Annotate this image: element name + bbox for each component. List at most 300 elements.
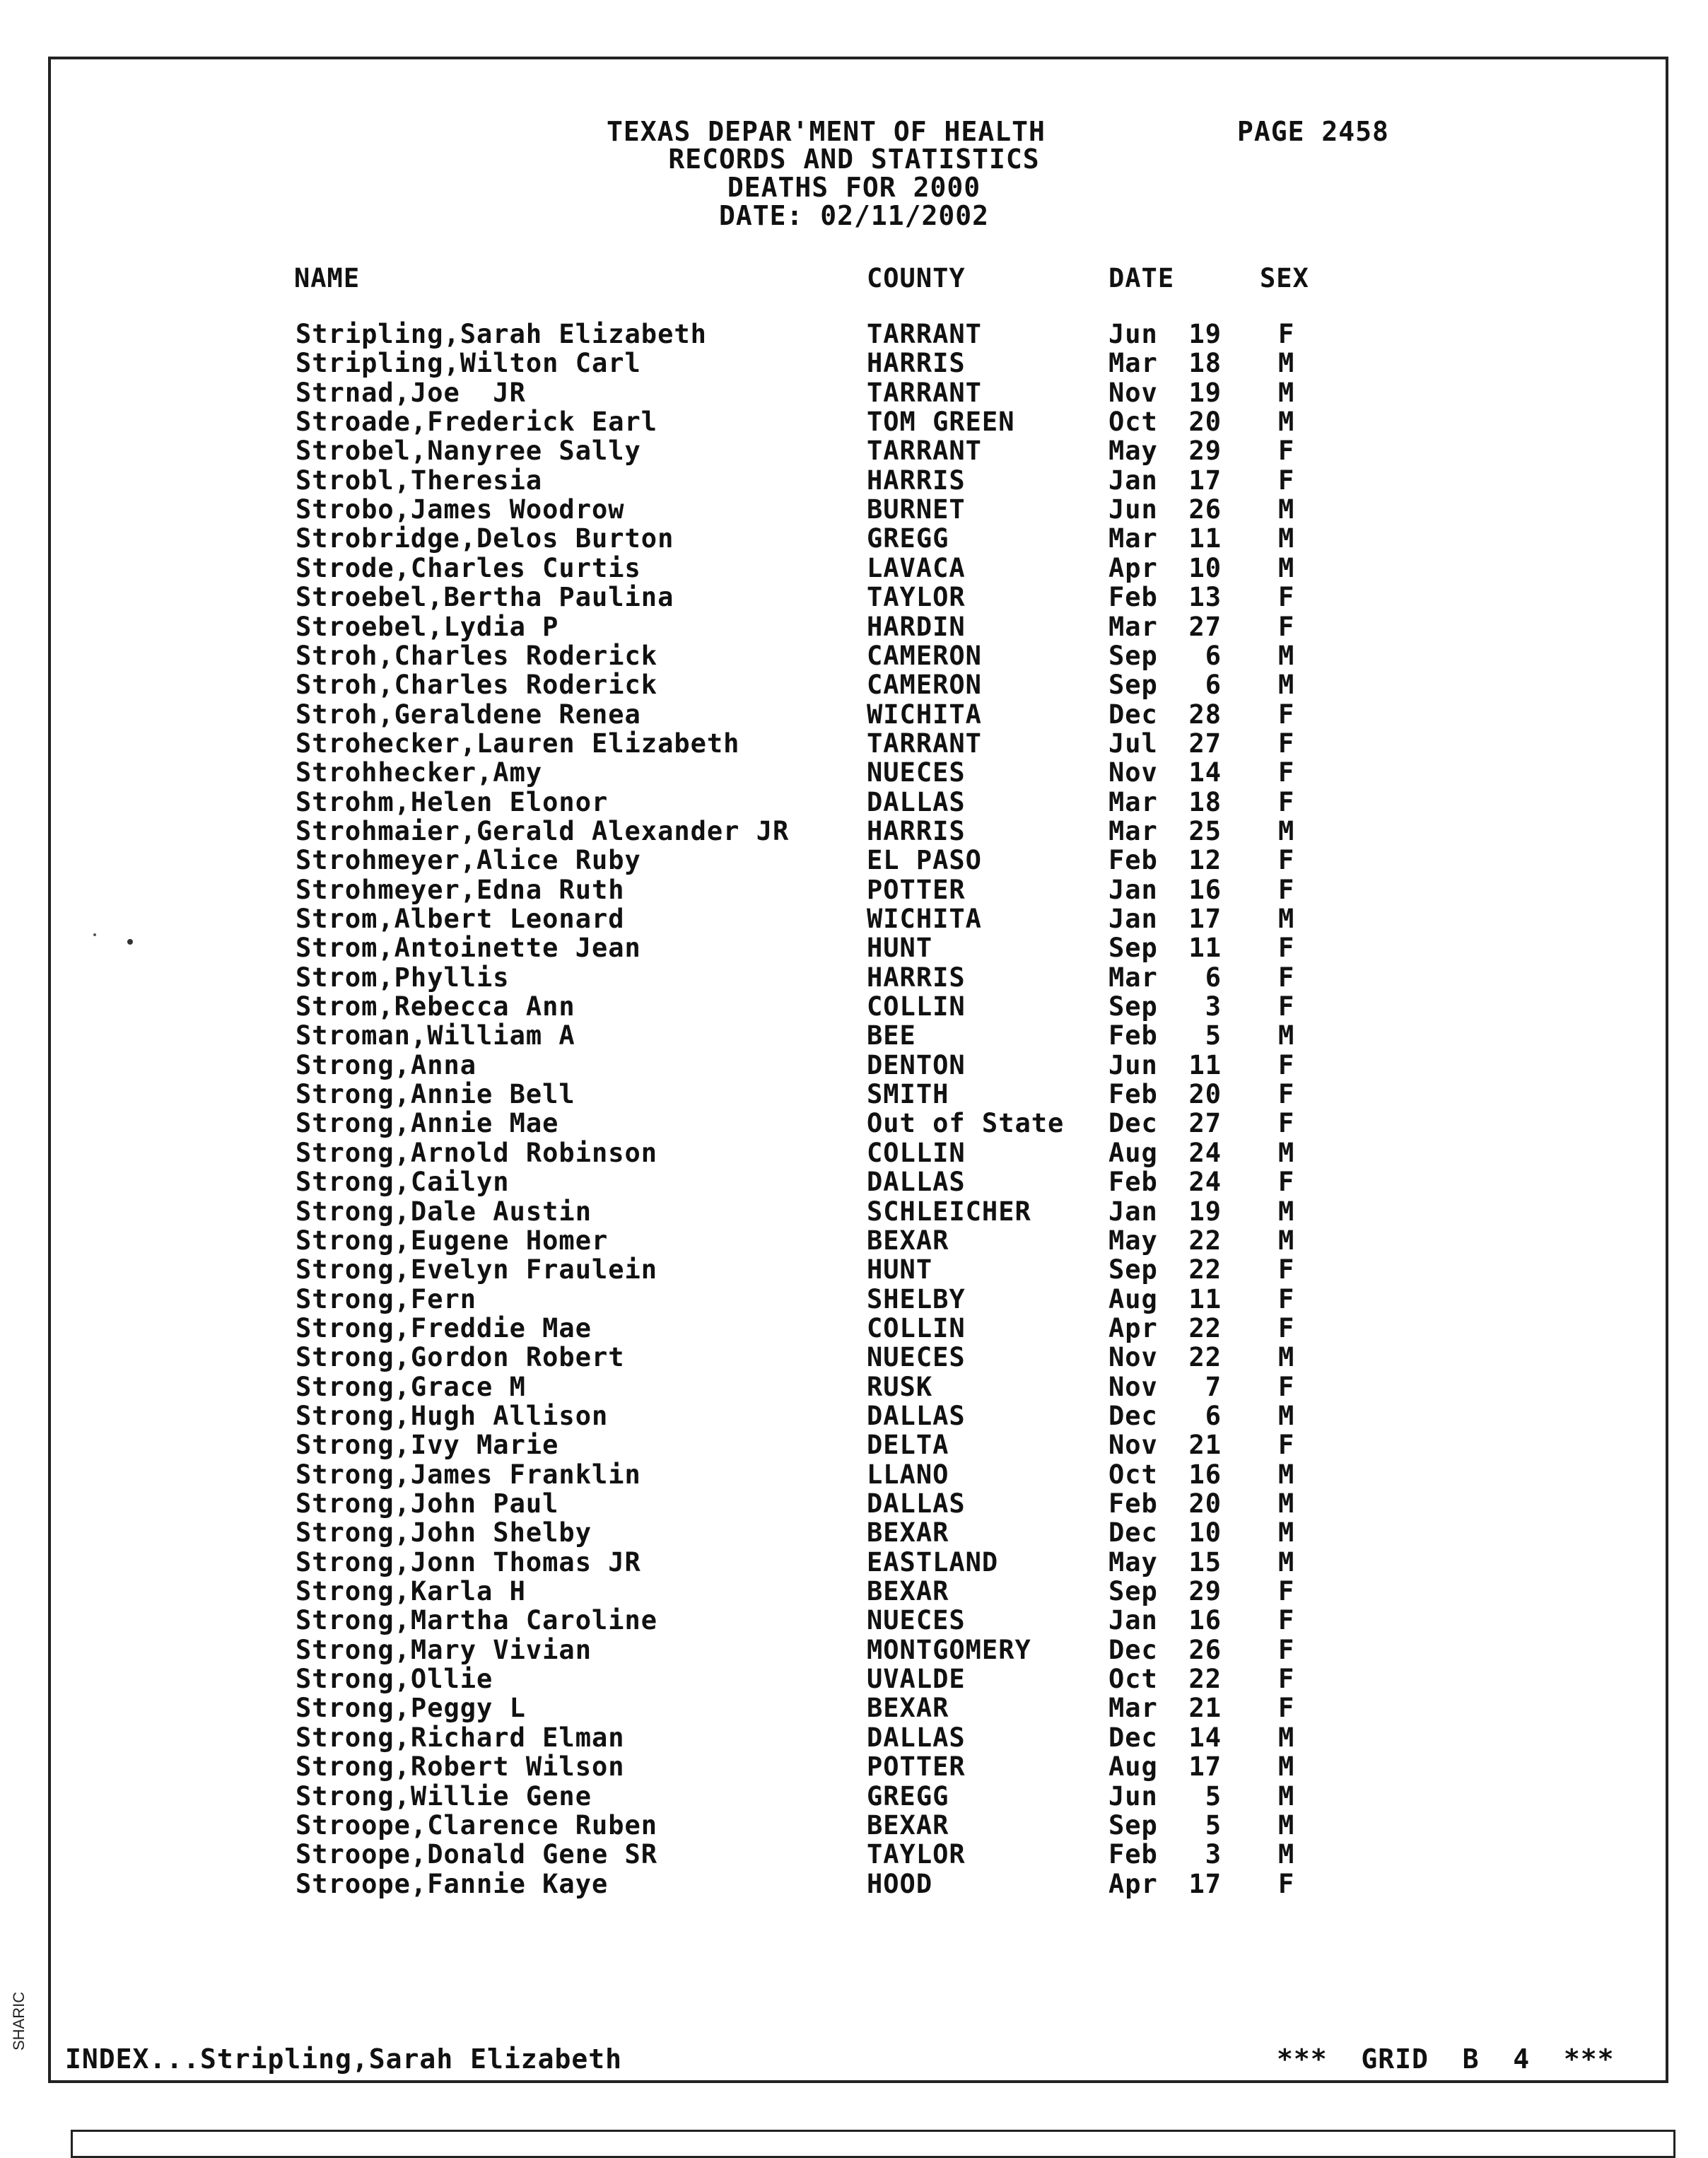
record-name: Stroman,William A <box>296 1020 575 1051</box>
record-county: TARRANT <box>867 319 982 349</box>
record-sex: F <box>1278 465 1295 496</box>
table-row <box>0 495 1708 524</box>
report-subtitle: RECORDS AND STATISTICS <box>668 144 1040 175</box>
record-county: HARDIN <box>867 611 966 642</box>
record-name: Stripling,Wilton Carl <box>296 348 641 379</box>
record-name: Strong,Ivy Marie <box>296 1430 559 1461</box>
record-sex: F <box>1278 1371 1295 1402</box>
record-sex: F <box>1278 1605 1295 1636</box>
table-row <box>0 1577 1708 1606</box>
record-date-day: 14 <box>1188 757 1222 788</box>
record-date-month: Apr <box>1109 1868 1158 1899</box>
record-sex: M <box>1278 1546 1295 1577</box>
record-date-month: Feb <box>1109 1020 1158 1051</box>
record-name: Strong,Evelyn Fraulein <box>296 1254 658 1285</box>
record-date-month: Feb <box>1109 1079 1158 1110</box>
record-county: DALLAS <box>867 1488 966 1519</box>
record-date-month: Nov <box>1109 377 1158 408</box>
record-name: Strong,Peggy L <box>296 1693 526 1724</box>
record-sex: F <box>1278 1576 1295 1607</box>
record-name: Stroh,Geraldene Renea <box>296 699 641 730</box>
record-county: TOM GREEN <box>867 407 1015 438</box>
record-county: WICHITA <box>867 699 982 730</box>
record-county: DELTA <box>867 1430 949 1461</box>
record-name: Stroope,Donald Gene SR <box>296 1839 658 1870</box>
record-sex: M <box>1278 1459 1295 1490</box>
record-date-month: Nov <box>1109 1342 1158 1373</box>
record-name: Stroope,Clarence Ruben <box>296 1809 658 1841</box>
record-sex: M <box>1278 377 1295 408</box>
record-date-day: 21 <box>1188 1693 1222 1724</box>
table-row <box>0 992 1708 1021</box>
record-county: GREGG <box>867 523 949 554</box>
record-sex: F <box>1278 933 1295 964</box>
record-county: HARRIS <box>867 465 966 496</box>
table-row <box>0 1460 1708 1489</box>
record-date-month: Mar <box>1109 786 1158 817</box>
record-date-month: Sep <box>1109 1254 1158 1285</box>
record-date-month: Feb <box>1109 1488 1158 1519</box>
record-date-day: 13 <box>1188 582 1222 613</box>
record-date-month: Apr <box>1109 1312 1158 1343</box>
record-sex: F <box>1278 582 1295 613</box>
table-row <box>0 1401 1708 1430</box>
table-row <box>0 1255 1708 1284</box>
record-sex: F <box>1278 1693 1295 1724</box>
record-sex: M <box>1278 1137 1295 1168</box>
record-name: Stroebel,Lydia P <box>296 611 559 642</box>
record-county: HARRIS <box>867 962 966 993</box>
record-name: Stroope,Fannie Kaye <box>296 1868 609 1899</box>
record-date-month: Jun <box>1109 1780 1158 1812</box>
record-county: TARRANT <box>867 436 982 467</box>
page-number: PAGE 2458 <box>1237 116 1389 147</box>
record-date-day: 24 <box>1188 1167 1222 1198</box>
record-name: Strong,Grace M <box>296 1371 526 1402</box>
record-name: Strohecker,Lauren Elizabeth <box>296 728 740 759</box>
record-county: COLLIN <box>867 1137 966 1168</box>
table-row <box>0 436 1708 465</box>
record-county: HOOD <box>867 1868 933 1899</box>
table-row <box>0 1021 1708 1050</box>
table-row <box>0 1167 1708 1196</box>
record-date-day: 6 <box>1205 670 1222 701</box>
record-county: HUNT <box>867 1254 933 1285</box>
record-date-month: Mar <box>1109 1693 1158 1724</box>
record-date-day: 6 <box>1205 640 1222 671</box>
column-header-name: NAME <box>294 263 361 293</box>
record-county: NUECES <box>867 757 966 788</box>
record-sex: F <box>1278 728 1295 759</box>
record-date-month: Mar <box>1109 523 1158 554</box>
record-county: EL PASO <box>867 845 982 876</box>
record-sex: F <box>1278 962 1295 993</box>
record-date-month: Nov <box>1109 1430 1158 1461</box>
record-date-day: 3 <box>1205 991 1222 1022</box>
record-name: Strong,John Shelby <box>296 1517 592 1548</box>
record-date-day: 10 <box>1188 552 1222 583</box>
table-row <box>0 583 1708 612</box>
record-date-day: 6 <box>1205 962 1222 993</box>
record-date-month: Dec <box>1109 1722 1158 1753</box>
record-date-day: 20 <box>1188 1079 1222 1110</box>
record-date-month: May <box>1109 436 1158 467</box>
record-date-day: 27 <box>1188 1108 1222 1139</box>
record-date-day: 16 <box>1188 1605 1222 1636</box>
record-date-day: 7 <box>1205 1371 1222 1402</box>
record-sex: M <box>1278 670 1295 701</box>
record-county: Out of State <box>867 1108 1065 1139</box>
table-row <box>0 1606 1708 1635</box>
table-row <box>0 758 1708 787</box>
record-date-day: 5 <box>1205 1809 1222 1841</box>
record-county: DALLAS <box>867 1400 966 1431</box>
record-county: TARRANT <box>867 377 982 408</box>
record-date-month: Jan <box>1109 465 1158 496</box>
table-row <box>0 554 1708 583</box>
record-date-month: Apr <box>1109 552 1158 583</box>
table-row <box>0 407 1708 436</box>
record-sex: F <box>1278 1254 1295 1285</box>
table-row <box>0 1635 1708 1664</box>
side-label: SHARIC <box>10 1991 28 2051</box>
record-name: Stripling,Sarah Elizabeth <box>296 319 707 349</box>
table-row <box>0 875 1708 904</box>
record-county: DALLAS <box>867 786 966 817</box>
table-row <box>0 1870 1708 1899</box>
record-date-day: 29 <box>1188 1576 1222 1607</box>
record-name: Strohhecker,Amy <box>296 757 543 788</box>
record-date-day: 11 <box>1188 1049 1222 1080</box>
record-name: Strong,Anna <box>296 1049 477 1080</box>
record-name: Strong,Annie Mae <box>296 1108 559 1139</box>
table-row <box>0 933 1708 962</box>
column-header-sex: SEX <box>1260 263 1309 293</box>
record-name: Strong,Gordon Robert <box>296 1342 625 1373</box>
record-sex: F <box>1278 1167 1295 1198</box>
record-date-month: Dec <box>1109 1108 1158 1139</box>
record-sex: M <box>1278 815 1295 846</box>
table-row <box>0 1080 1708 1109</box>
record-sex: F <box>1278 1430 1295 1461</box>
record-date-month: Jul <box>1109 728 1158 759</box>
record-county: SMITH <box>867 1079 949 1110</box>
record-date-day: 12 <box>1188 845 1222 876</box>
record-date-month: Jan <box>1109 904 1158 934</box>
table-row <box>0 1752 1708 1781</box>
table-row <box>0 1285 1708 1314</box>
record-county: EASTLAND <box>867 1546 999 1577</box>
record-date-day: 26 <box>1188 1634 1222 1665</box>
record-sex: F <box>1278 874 1295 905</box>
table-row <box>0 1343 1708 1372</box>
record-date-day: 10 <box>1188 1517 1222 1548</box>
scan-speck-marks <box>90 932 133 953</box>
record-date-month: May <box>1109 1546 1158 1577</box>
record-county: RUSK <box>867 1371 933 1402</box>
record-county: BEE <box>867 1020 916 1051</box>
record-date-month: Dec <box>1109 1634 1158 1665</box>
record-date-month: Jan <box>1109 1196 1158 1227</box>
record-date-day: 5 <box>1205 1020 1222 1051</box>
record-county: TARRANT <box>867 728 982 759</box>
table-row <box>0 904 1708 933</box>
record-county: MONTGOMERY <box>867 1634 1031 1665</box>
record-sex: F <box>1278 319 1295 349</box>
record-county: DALLAS <box>867 1167 966 1198</box>
table-row <box>0 320 1708 349</box>
record-date-day: 29 <box>1188 436 1222 467</box>
column-header-county: COUNTY <box>867 263 966 293</box>
table-row <box>0 349 1708 378</box>
record-date-month: Sep <box>1109 991 1158 1022</box>
record-sex: F <box>1278 1108 1295 1139</box>
record-name: Strong,Fern <box>296 1283 477 1314</box>
record-sex: F <box>1278 1312 1295 1343</box>
record-name: Strong,Karla H <box>296 1576 526 1607</box>
record-name: Strobl,Theresia <box>296 465 543 496</box>
record-date-day: 17 <box>1188 904 1222 934</box>
table-row <box>0 1518 1708 1547</box>
record-date-month: Feb <box>1109 1167 1158 1198</box>
record-name: Strohmeyer,Alice Ruby <box>296 845 641 876</box>
table-row <box>0 1489 1708 1518</box>
record-date-month: Dec <box>1109 1400 1158 1431</box>
record-name: Strong,Dale Austin <box>296 1196 592 1227</box>
record-sex: M <box>1278 523 1295 554</box>
record-date-month: Dec <box>1109 1517 1158 1548</box>
record-sex: M <box>1278 494 1295 525</box>
record-county: BEXAR <box>867 1809 949 1841</box>
record-date-month: Aug <box>1109 1137 1158 1168</box>
record-date-day: 22 <box>1188 1342 1222 1373</box>
record-name: Strong,Arnold Robinson <box>296 1137 658 1168</box>
record-date-day: 6 <box>1205 1400 1222 1431</box>
record-date-day: 15 <box>1188 1546 1222 1577</box>
record-county: CAMERON <box>867 670 982 701</box>
record-sex: M <box>1278 348 1295 379</box>
record-date-month: Jun <box>1109 1049 1158 1080</box>
record-date-day: 21 <box>1188 1430 1222 1461</box>
record-date-day: 19 <box>1188 1196 1222 1227</box>
record-date-month: Jun <box>1109 494 1158 525</box>
record-county: NUECES <box>867 1342 966 1373</box>
record-county: HUNT <box>867 933 933 964</box>
record-county: BURNET <box>867 494 966 525</box>
table-row <box>0 963 1708 992</box>
next-page-border <box>71 2130 1675 2158</box>
record-date-day: 17 <box>1188 1751 1222 1783</box>
record-sex: F <box>1278 1079 1295 1110</box>
record-sex: M <box>1278 1809 1295 1841</box>
record-date-month: Sep <box>1109 640 1158 671</box>
report-agency-title: TEXAS DEPAR'MENT OF HEALTH <box>607 116 1046 147</box>
record-date-month: Jan <box>1109 1605 1158 1636</box>
record-sex: F <box>1278 699 1295 730</box>
record-county: POTTER <box>867 874 966 905</box>
record-name: Strode,Charles Curtis <box>296 552 641 583</box>
record-date-day: 28 <box>1188 699 1222 730</box>
record-county: HARRIS <box>867 348 966 379</box>
table-row <box>0 729 1708 758</box>
table-row <box>0 612 1708 641</box>
table-row <box>0 466 1708 495</box>
record-date-day: 11 <box>1188 933 1222 964</box>
record-name: Strohmaier,Gerald Alexander JR <box>296 815 790 846</box>
record-county: NUECES <box>867 1605 966 1636</box>
column-header-date: DATE <box>1109 263 1175 293</box>
record-county: COLLIN <box>867 991 966 1022</box>
record-date-day: 19 <box>1188 377 1222 408</box>
record-sex: M <box>1278 1751 1295 1783</box>
record-name: Strong,Ollie <box>296 1664 493 1695</box>
record-date-day: 24 <box>1188 1137 1222 1168</box>
table-row <box>0 1548 1708 1577</box>
record-date-month: Feb <box>1109 582 1158 613</box>
record-date-month: Sep <box>1109 670 1158 701</box>
record-date-day: 25 <box>1188 815 1222 846</box>
record-sex: M <box>1278 1488 1295 1519</box>
record-date-month: Mar <box>1109 611 1158 642</box>
record-name: Strong,Freddie Mae <box>296 1312 592 1343</box>
record-date-day: 20 <box>1188 407 1222 438</box>
record-name: Strobridge,Delos Burton <box>296 523 674 554</box>
record-date-month: Aug <box>1109 1283 1158 1314</box>
grid-footer: *** GRID B 4 *** <box>1277 2043 1615 2075</box>
record-name: Strong,Richard Elman <box>296 1722 625 1753</box>
record-name: Strong,Mary Vivian <box>296 1634 592 1665</box>
record-date-month: Mar <box>1109 962 1158 993</box>
record-county: COLLIN <box>867 1312 966 1343</box>
record-name: Stroh,Charles Roderick <box>296 640 658 671</box>
record-date-day: 3 <box>1205 1839 1222 1870</box>
record-name: Strom,Albert Leonard <box>296 904 625 934</box>
record-county: LAVACA <box>867 552 966 583</box>
record-county: HARRIS <box>867 815 966 846</box>
record-date-day: 14 <box>1188 1722 1222 1753</box>
record-county: DALLAS <box>867 1722 966 1753</box>
record-date-day: 22 <box>1188 1225 1222 1256</box>
record-name: Strong,James Franklin <box>296 1459 641 1490</box>
record-name: Strohmeyer,Edna Ruth <box>296 874 625 905</box>
record-county: SCHLEICHER <box>867 1196 1031 1227</box>
record-name: Strong,Eugene Homer <box>296 1225 609 1256</box>
record-date-day: 17 <box>1188 1868 1222 1899</box>
table-row <box>0 1664 1708 1693</box>
table-row <box>0 1840 1708 1869</box>
record-name: Strong,Robert Wilson <box>296 1751 625 1783</box>
record-county: DENTON <box>867 1049 966 1080</box>
record-sex: M <box>1278 1517 1295 1548</box>
record-name: Strong,Jonn Thomas JR <box>296 1546 641 1577</box>
table-row <box>0 1811 1708 1840</box>
record-date-day: 26 <box>1188 494 1222 525</box>
record-date-month: Mar <box>1109 815 1158 846</box>
record-name: Strnad,Joe JR <box>296 377 526 408</box>
record-county: BEXAR <box>867 1693 949 1724</box>
table-row <box>0 1051 1708 1080</box>
record-sex: M <box>1278 1722 1295 1753</box>
record-date-month: Mar <box>1109 348 1158 379</box>
table-row <box>0 1723 1708 1752</box>
record-name: Strong,Willie Gene <box>296 1780 592 1812</box>
record-county: SHELBY <box>867 1283 966 1314</box>
record-date-month: Sep <box>1109 933 1158 964</box>
record-county: BEXAR <box>867 1576 949 1607</box>
record-sex: F <box>1278 991 1295 1022</box>
record-sex: M <box>1278 1780 1295 1812</box>
table-row <box>0 1314 1708 1343</box>
table-row <box>0 1430 1708 1459</box>
record-name: Strong,Cailyn <box>296 1167 510 1198</box>
table-row <box>0 1197 1708 1226</box>
record-date-month: Nov <box>1109 1371 1158 1402</box>
table-row <box>0 1138 1708 1167</box>
record-county: TAYLOR <box>867 1839 966 1870</box>
table-row <box>0 670 1708 699</box>
table-row <box>0 846 1708 875</box>
record-date-day: 22 <box>1188 1312 1222 1343</box>
record-name: Strong,Hugh Allison <box>296 1400 609 1431</box>
record-county: GREGG <box>867 1780 949 1812</box>
record-date-month: Jan <box>1109 874 1158 905</box>
record-name: Strom,Antoinette Jean <box>296 933 641 964</box>
record-date-day: 11 <box>1188 523 1222 554</box>
record-name: Stroh,Charles Roderick <box>296 670 658 701</box>
record-county: LLANO <box>867 1459 949 1490</box>
record-date-day: 22 <box>1188 1254 1222 1285</box>
record-county: TAYLOR <box>867 582 966 613</box>
record-county: WICHITA <box>867 904 982 934</box>
record-name: Strong,Annie Bell <box>296 1079 575 1110</box>
record-name: Strom,Phyllis <box>296 962 510 993</box>
record-date-day: 16 <box>1188 1459 1222 1490</box>
record-sex: M <box>1278 1196 1295 1227</box>
record-date-month: Dec <box>1109 699 1158 730</box>
record-date-day: 18 <box>1188 786 1222 817</box>
record-sex: F <box>1278 1868 1295 1899</box>
record-date-day: 5 <box>1205 1780 1222 1812</box>
record-county: BEXAR <box>867 1225 949 1256</box>
record-date-day: 16 <box>1188 874 1222 905</box>
record-sex: M <box>1278 1020 1295 1051</box>
record-date-month: Oct <box>1109 407 1158 438</box>
record-date-day: 17 <box>1188 465 1222 496</box>
record-sex: M <box>1278 904 1295 934</box>
record-county: CAMERON <box>867 640 982 671</box>
index-footer: INDEX...Stripling,Sarah Elizabeth <box>65 2043 622 2075</box>
record-date-day: 27 <box>1188 611 1222 642</box>
record-name: Strong,Martha Caroline <box>296 1605 658 1636</box>
table-row <box>0 817 1708 846</box>
record-date-month: Jun <box>1109 319 1158 349</box>
table-row <box>0 700 1708 729</box>
table-row <box>0 788 1708 817</box>
record-name: Stroade,Frederick Earl <box>296 407 658 438</box>
record-name: Strohm,Helen Elonor <box>296 786 609 817</box>
record-county: UVALDE <box>867 1664 966 1695</box>
record-sex: M <box>1278 1342 1295 1373</box>
table-row <box>0 524 1708 553</box>
record-sex: M <box>1278 1225 1295 1256</box>
record-date-month: Feb <box>1109 845 1158 876</box>
record-date-month: May <box>1109 1225 1158 1256</box>
record-sex: F <box>1278 845 1295 876</box>
record-name: Strobo,James Woodrow <box>296 494 625 525</box>
record-sex: F <box>1278 611 1295 642</box>
record-date-month: Sep <box>1109 1809 1158 1841</box>
record-date-day: 11 <box>1188 1283 1222 1314</box>
